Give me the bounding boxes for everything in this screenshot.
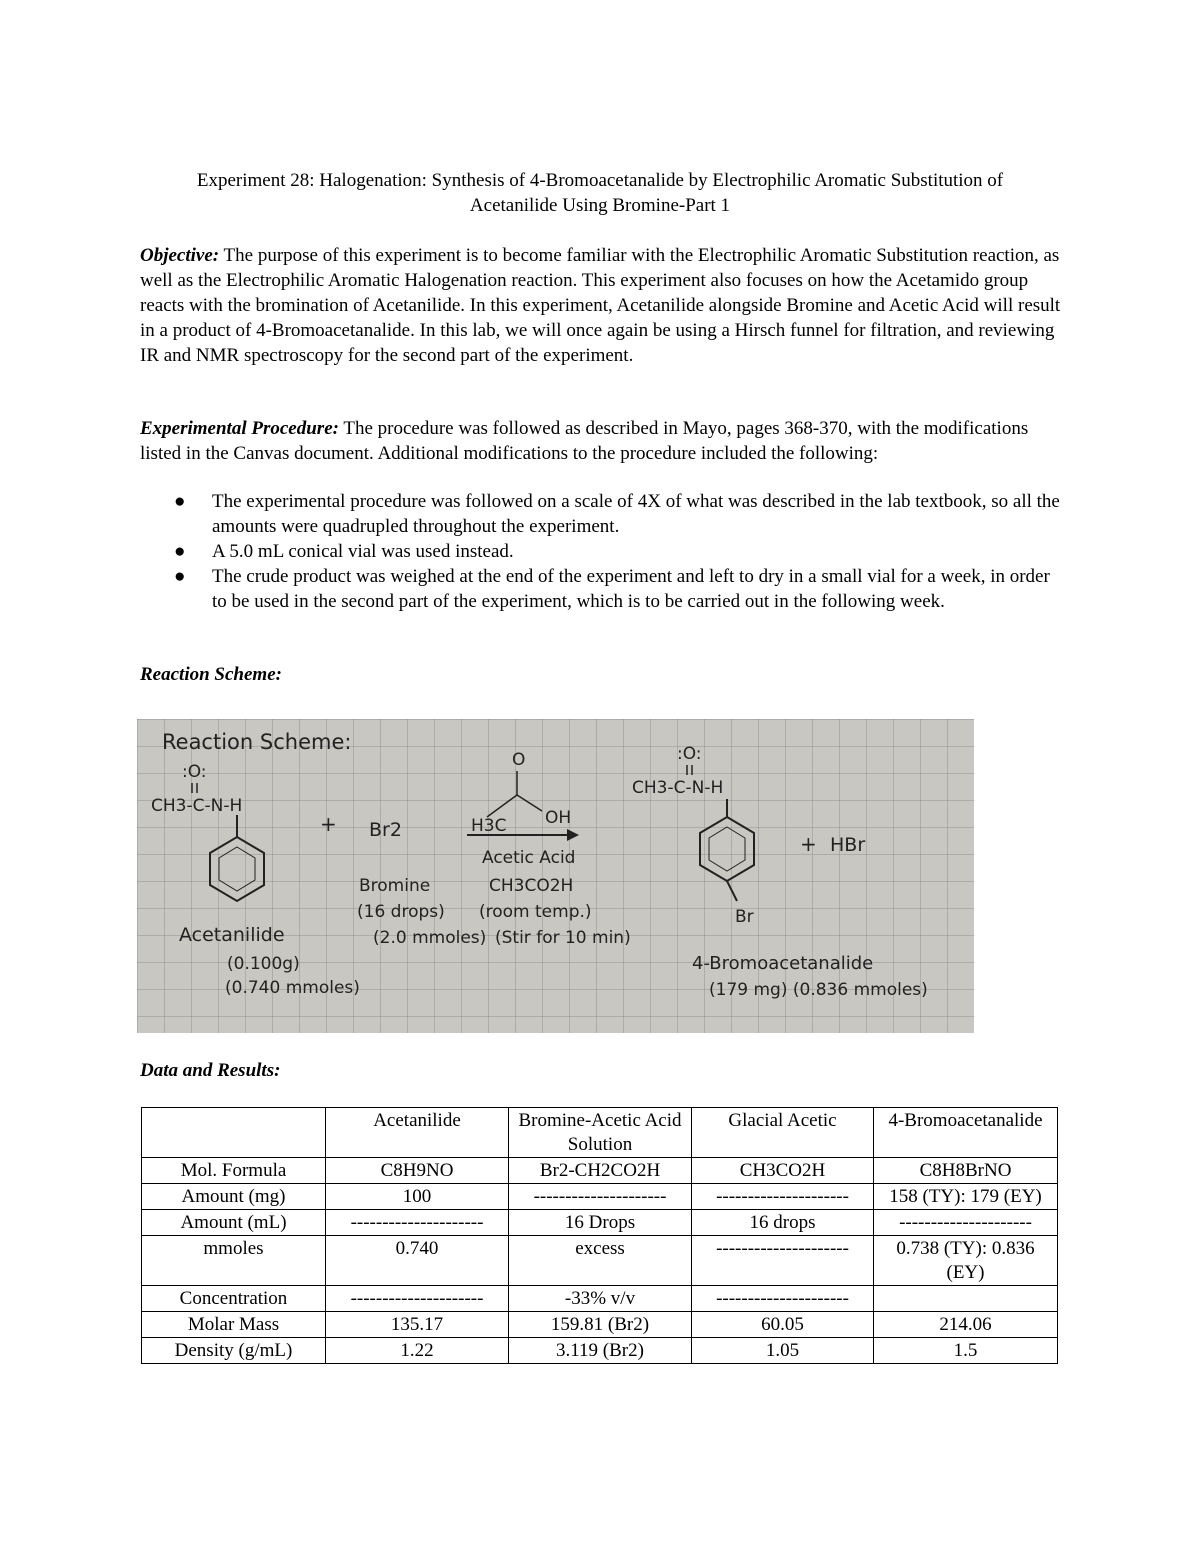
table-cell: 1.5 bbox=[874, 1338, 1058, 1364]
table-cell: Mol. Formula bbox=[142, 1158, 326, 1184]
procedure-text: The procedure was followed as described in Mayo, pages 368-370, with the modifications listed in the Canvas document. Additional modifications to the procedure included the following: bbox=[140, 418, 1029, 464]
product-chain: CH3-C-N-H bbox=[632, 778, 724, 798]
objective-label: Objective: bbox=[140, 245, 220, 266]
table-cell: 16 drops bbox=[692, 1210, 874, 1236]
reactant-mmol: (0.740 mmoles) bbox=[225, 978, 360, 998]
acetic-name: Acetic Acid bbox=[482, 848, 576, 868]
table-cell: 100 bbox=[326, 1184, 509, 1210]
table-cell: --------------------- bbox=[326, 1286, 509, 1312]
data-table bbox=[141, 1107, 1058, 1364]
table-header-cell: Bromine-Acetic Acid Solution bbox=[509, 1108, 692, 1158]
table-row bbox=[142, 1158, 1058, 1184]
acetic-condition-stir: (Stir for 10 min) bbox=[495, 928, 631, 948]
product-amounts: (179 mg) (0.836 mmoles) bbox=[709, 980, 928, 1000]
table-header-cell: Acetanilide bbox=[326, 1108, 509, 1158]
objective-text: The purpose of this experiment is to become familiar with the Electrophilic Aromatic Substitution reaction, as well as the Electrophilic Aromatic Halogenation reaction. This experiment also focuses on how the Acetamido group reacts with the bromination of Acetanilide. In this experiment, Acetanilide alongside Bromine and Acetic Acid will result in a product of 4-Bromoacetanalide. In this lab, we will once again be using a Hirsch funnel for filtration, and reviewing IR and NMR spectroscopy for the second part of the experiment. bbox=[140, 245, 1061, 366]
table-cell: C8H9NO bbox=[326, 1158, 509, 1184]
table-cell: 135.17 bbox=[326, 1312, 509, 1338]
acetic-h3c: H3C bbox=[471, 816, 507, 836]
acetic-formula: CH3CO2H bbox=[489, 876, 574, 896]
reaction-scheme-image bbox=[137, 719, 974, 1033]
table-cell: 0.740 bbox=[326, 1236, 509, 1286]
list-item: ● The crude product was weighed at the end of the experiment and left to dry in a small vial for a week, in order to be used in the second part of the experiment, which is to be carried out in the following week. bbox=[174, 566, 1050, 612]
table-header-cell: Glacial Acetic bbox=[692, 1108, 874, 1158]
product-bromine: Br bbox=[735, 907, 754, 927]
reactant-mass: (0.100g) bbox=[227, 954, 300, 974]
table-cell: Amount (mg) bbox=[142, 1184, 326, 1210]
bullet-icon: ● bbox=[174, 541, 186, 562]
procedure-label: Experimental Procedure: bbox=[140, 418, 339, 439]
table-cell: CH3CO2H bbox=[692, 1158, 874, 1184]
table-row bbox=[142, 1286, 1058, 1312]
table-cell: C8H8BrNO bbox=[874, 1158, 1058, 1184]
objective-paragraph bbox=[140, 243, 1065, 368]
table-cell: 1.22 bbox=[326, 1338, 509, 1364]
product-name: 4-Bromoacetanalide bbox=[692, 953, 874, 974]
table-row bbox=[142, 1312, 1058, 1338]
table-cell: 214.06 bbox=[874, 1312, 1058, 1338]
product-carbonyl-o: :O: bbox=[677, 744, 702, 764]
table-cell: --------------------- bbox=[874, 1210, 1058, 1236]
title-line-2: Acetanilide Using Bromine-Part 1 bbox=[469, 195, 731, 216]
scheme-title: Reaction Scheme: bbox=[162, 730, 352, 754]
bullet-icon: ● bbox=[174, 491, 186, 512]
table-cell: --------------------- bbox=[692, 1286, 874, 1312]
table-row bbox=[142, 1236, 1058, 1286]
hbr-formula: HBr bbox=[830, 834, 866, 856]
table-cell bbox=[874, 1286, 1058, 1312]
bromine-name: Bromine bbox=[359, 876, 431, 896]
reaction-scheme-heading: Reaction Scheme: bbox=[140, 664, 282, 685]
table-cell: --------------------- bbox=[326, 1210, 509, 1236]
reaction-scheme-drawing bbox=[137, 719, 974, 1033]
table-cell: 1.05 bbox=[692, 1338, 874, 1364]
procedure-paragraph bbox=[140, 416, 1065, 466]
bromine-drops: (16 drops) bbox=[357, 902, 445, 922]
procedure-bullet-list bbox=[170, 489, 1060, 614]
table-header-row bbox=[142, 1108, 1058, 1158]
bromine-formula: Br2 bbox=[369, 819, 402, 841]
reactant-name: Acetanilide bbox=[179, 924, 285, 946]
table-cell: Amount (mL) bbox=[142, 1210, 326, 1236]
bromine-mmol: (2.0 mmoles) bbox=[373, 928, 487, 948]
plus-sign-1: + bbox=[320, 812, 337, 836]
bullet-icon: ● bbox=[174, 566, 186, 587]
table-cell: 16 Drops bbox=[509, 1210, 692, 1236]
plus-sign-2: + bbox=[800, 832, 817, 856]
table-header-cell: 4-Bromoacetanalide bbox=[874, 1108, 1058, 1158]
table-cell: mmoles bbox=[142, 1236, 326, 1286]
table-cell: 0.738 (TY): 0.836 (EY) bbox=[874, 1236, 1058, 1286]
reactant-chain: CH3-C-N-H bbox=[151, 796, 243, 816]
table-cell: --------------------- bbox=[692, 1236, 874, 1286]
reactant-carbonyl-o: :O: bbox=[182, 762, 207, 782]
table-header-cell bbox=[142, 1108, 326, 1158]
table-cell: excess bbox=[509, 1236, 692, 1286]
table-cell: --------------------- bbox=[509, 1184, 692, 1210]
acetic-o: O bbox=[512, 750, 526, 770]
data-results-heading: Data and Results: bbox=[140, 1060, 281, 1081]
list-item: ● The experimental procedure was followed on a scale of 4X of what was described in the lab textbook, so all the amounts were quadrupled throughout the experiment. bbox=[174, 491, 1060, 537]
list-item: ● A 5.0 mL conical vial was used instead. bbox=[174, 541, 514, 562]
table-cell: Br2-CH2CO2H bbox=[509, 1158, 692, 1184]
table-cell: Concentration bbox=[142, 1286, 326, 1312]
table-cell: 159.81 (Br2) bbox=[509, 1312, 692, 1338]
table-cell: 60.05 bbox=[692, 1312, 874, 1338]
acetic-oh: OH bbox=[545, 808, 572, 828]
table-cell: Density (g/mL) bbox=[142, 1338, 326, 1364]
table-row bbox=[142, 1210, 1058, 1236]
table-cell: 3.119 (Br2) bbox=[509, 1338, 692, 1364]
acetic-condition-temp: (room temp.) bbox=[479, 902, 592, 922]
table-cell: Molar Mass bbox=[142, 1312, 326, 1338]
table-cell: --------------------- bbox=[692, 1184, 874, 1210]
title-line-1: Experiment 28: Halogenation: Synthesis of 4-Bromoacetanalide by Electrophilic Aromatic Substitution of bbox=[196, 170, 1004, 191]
document-title bbox=[130, 168, 1070, 218]
table-cell: 158 (TY): 179 (EY) bbox=[874, 1184, 1058, 1210]
table-cell: -33% v/v bbox=[509, 1286, 692, 1312]
table-row bbox=[142, 1338, 1058, 1364]
table-row bbox=[142, 1184, 1058, 1210]
